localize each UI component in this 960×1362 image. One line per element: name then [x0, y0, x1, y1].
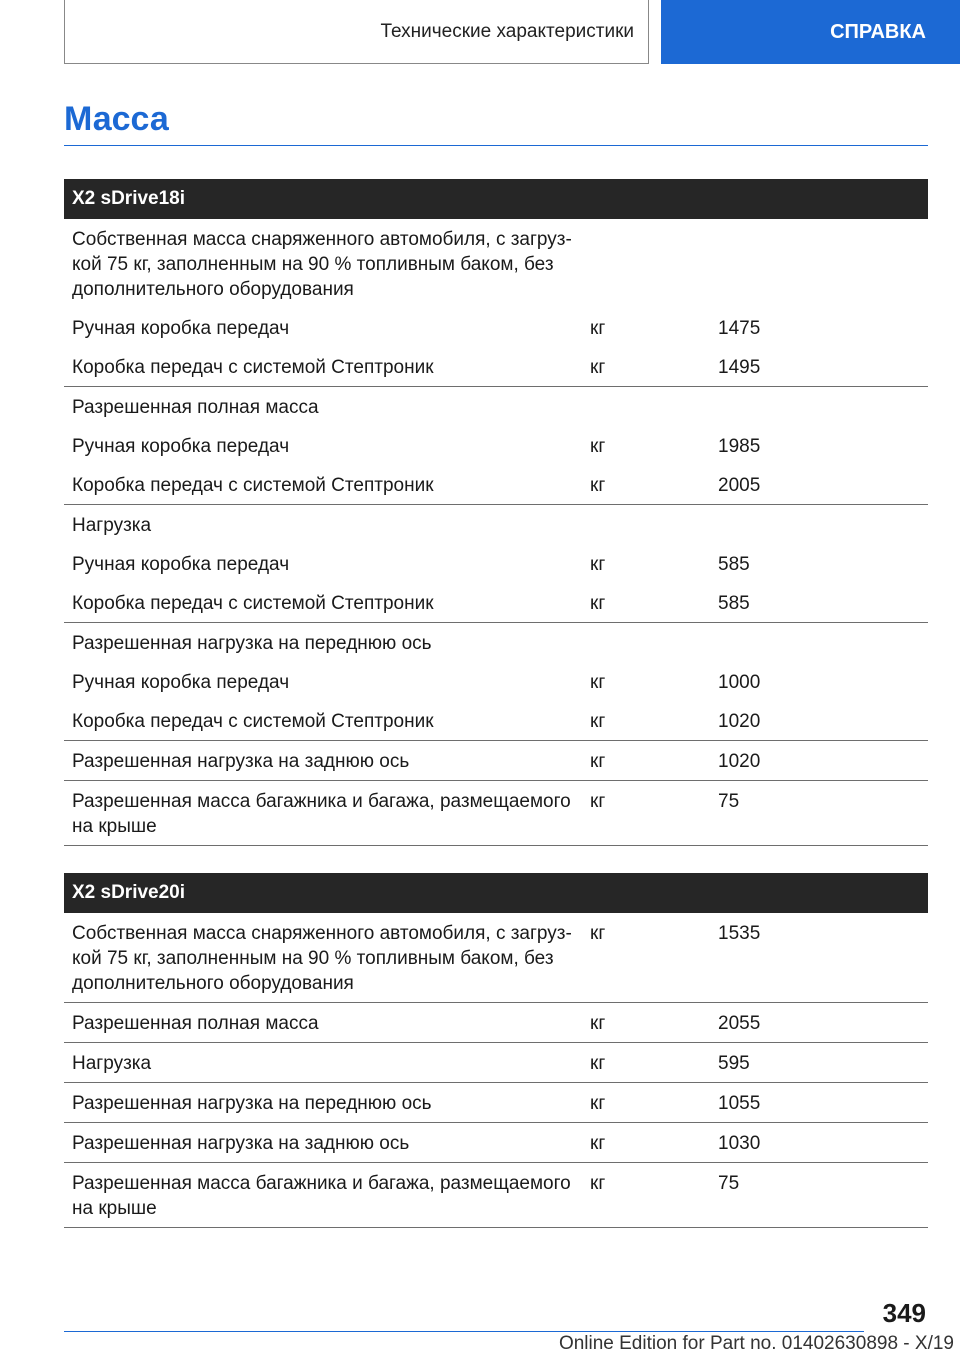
- table-row: [64, 505, 928, 544]
- row-unit: кг: [590, 923, 606, 944]
- table-row: [64, 1083, 928, 1123]
- row-unit: [574, 631, 710, 656]
- row-label: Ручная коробка передач: [72, 672, 290, 693]
- row-unit: кг: [590, 1013, 606, 1034]
- table-row: [64, 583, 928, 623]
- table-body: [64, 219, 928, 846]
- row-unit: кг: [590, 318, 606, 339]
- spec-table-sdrive20i: [64, 873, 928, 1228]
- row-label: Коробка передач с системой Стептроник: [72, 357, 434, 378]
- row-label: Нагрузка: [72, 515, 152, 536]
- table-row: [64, 308, 928, 347]
- page-title: Масса: [64, 100, 169, 138]
- row-label: Нагрузка: [72, 1053, 152, 1074]
- row-unit: [574, 513, 710, 538]
- table-row: [64, 1043, 928, 1083]
- table-row: [64, 1163, 928, 1228]
- row-label: Разрешенная полная масса: [72, 1013, 319, 1034]
- row-label: Разрешенная нагрузка на переднюю ось: [72, 633, 432, 654]
- table-title: X2 sDrive18i: [64, 179, 928, 219]
- table-body: [64, 913, 928, 1228]
- row-label: Ручная коробка передач: [72, 436, 290, 457]
- row-value: 1020: [718, 711, 761, 732]
- table-row: [64, 387, 928, 426]
- row-unit: кг: [590, 711, 606, 732]
- row-value: [710, 395, 928, 420]
- row-value: [710, 631, 928, 656]
- row-unit: кг: [590, 672, 606, 693]
- row-unit: кг: [590, 1133, 606, 1154]
- row-value: 585: [718, 554, 750, 575]
- row-unit: кг: [590, 791, 606, 812]
- row-unit: кг: [590, 1093, 606, 1114]
- row-value: 1985: [718, 436, 761, 457]
- row-label: Разрешенная нагрузка на заднюю ось: [72, 1133, 410, 1154]
- row-value: [710, 227, 928, 302]
- table-row: [64, 741, 928, 781]
- table-row: [64, 347, 928, 387]
- row-unit: кг: [590, 593, 606, 614]
- table-row: [64, 781, 928, 846]
- row-label: Разрешенная нагрузка на заднюю ось: [72, 751, 410, 772]
- row-label: Собственная масса снаряженного автомобиля, с загруз- кой 75 кг, заполненным на 90 % топливным баком, без дополнительного оборудования: [72, 229, 572, 300]
- row-label: Ручная коробка передач: [72, 318, 290, 339]
- row-label: Собственная масса снаряженного автомобиля, с загруз- кой 75 кг, заполненным на 90 % топливным баком, без дополнительного оборудования: [72, 923, 572, 994]
- table-row: [64, 662, 928, 701]
- table-row: [64, 623, 928, 662]
- row-label: Разрешенная нагрузка на переднюю ось: [72, 1093, 432, 1114]
- row-value: 595: [718, 1053, 750, 1074]
- row-unit: [574, 395, 710, 420]
- table-row: [64, 701, 928, 741]
- row-label: Разрешенная масса багажника и багажа, размещаемого на крыше: [72, 1173, 571, 1219]
- row-label: Коробка передач с системой Стептроник: [72, 475, 434, 496]
- section-title: Технические характеристики: [380, 20, 634, 42]
- row-unit: [574, 227, 710, 302]
- row-value: 1535: [718, 923, 761, 944]
- section-header: [64, 0, 649, 64]
- chapter-tab: [661, 0, 960, 64]
- row-label: Разрешенная масса багажника и багажа, размещаемого на крыше: [72, 791, 571, 837]
- table-row: [64, 465, 928, 505]
- spec-table-sdrive18i: [64, 179, 928, 846]
- table-row: [64, 1123, 928, 1163]
- row-value: 585: [718, 593, 750, 614]
- row-value: 1000: [718, 672, 761, 693]
- table-row: [64, 1003, 928, 1043]
- row-unit: кг: [590, 436, 606, 457]
- row-unit: кг: [590, 1053, 606, 1074]
- table-row: [64, 426, 928, 465]
- table-title: X2 sDrive20i: [64, 873, 928, 913]
- row-label: Ручная коробка передач: [72, 554, 290, 575]
- row-value: 75: [718, 1173, 740, 1194]
- table-row: [64, 913, 928, 1003]
- page-number: 349: [882, 1298, 926, 1328]
- row-value: 75: [718, 791, 740, 812]
- title-divider: [64, 145, 928, 146]
- row-value: [710, 513, 928, 538]
- row-unit: кг: [590, 554, 606, 575]
- row-unit: кг: [590, 751, 606, 772]
- table-row: [64, 219, 928, 308]
- row-unit: кг: [590, 357, 606, 378]
- row-label: Коробка передач с системой Стептроник: [72, 593, 434, 614]
- row-value: 1020: [718, 751, 761, 772]
- row-value: 2055: [718, 1013, 761, 1034]
- row-value: 2005: [718, 475, 761, 496]
- table-row: [64, 544, 928, 583]
- row-unit: кг: [590, 1173, 606, 1194]
- footer-text: Online Edition for Part no. 01402630898 - X/19: [558, 1333, 954, 1354]
- row-label: Коробка передач с системой Стептроник: [72, 711, 434, 732]
- chapter-title: СПРАВКА: [830, 20, 926, 43]
- row-value: 1495: [718, 357, 761, 378]
- row-unit: кг: [590, 475, 606, 496]
- row-value: 1475: [718, 318, 761, 339]
- row-label: Разрешенная полная масса: [72, 397, 319, 418]
- footer-divider: [64, 1331, 864, 1332]
- row-value: 1030: [718, 1133, 761, 1154]
- row-value: 1055: [718, 1093, 761, 1114]
